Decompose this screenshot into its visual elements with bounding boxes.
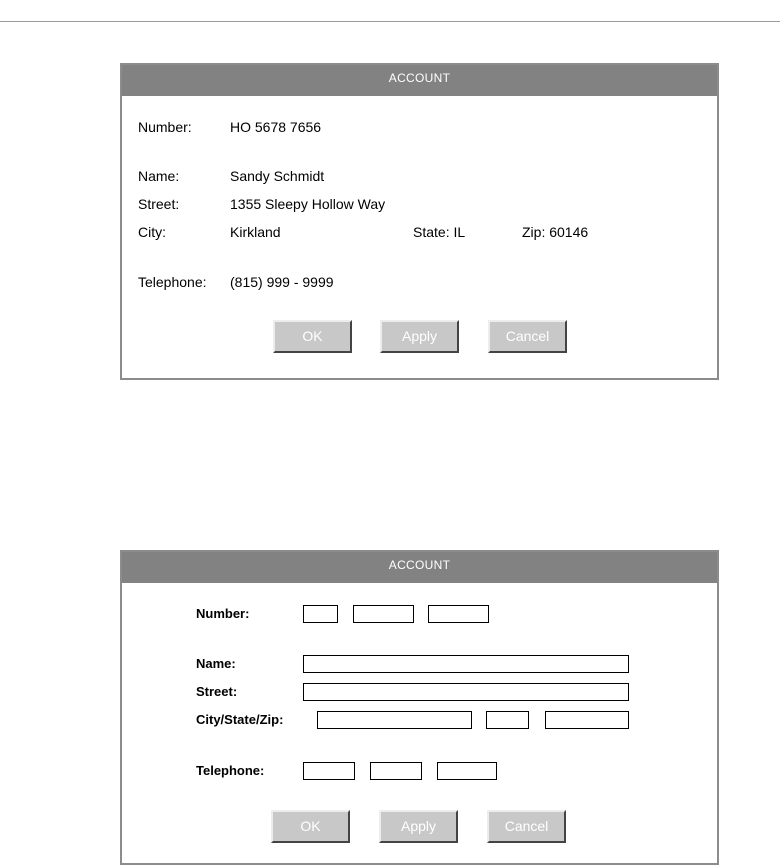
ok-button[interactable]: OK [273, 320, 352, 353]
phone-area-field[interactable] [303, 762, 355, 780]
ok-button[interactable]: OK [271, 810, 350, 843]
street-value: 1355 Sleepy Hollow Way [230, 196, 386, 212]
name-value: Sandy Schmidt [230, 168, 325, 184]
dialog-title-bar: ACCOUNT [122, 552, 717, 583]
number-part1-field[interactable] [303, 605, 338, 623]
cancel-button[interactable]: Cancel [487, 810, 566, 843]
city-field[interactable] [317, 711, 472, 729]
street-field[interactable] [303, 683, 629, 701]
cancel-button[interactable]: Cancel [488, 320, 567, 353]
city-label: City: [138, 224, 166, 240]
top-divider-line [0, 21, 780, 22]
apply-button[interactable]: Apply [379, 810, 458, 843]
name-label: Name: [196, 656, 236, 671]
name-label: Name: [138, 168, 180, 184]
account-display-dialog [120, 63, 719, 380]
street-label: Street: [196, 684, 238, 699]
name-field[interactable] [303, 655, 629, 673]
city-state-zip-label: City/State/Zip: [196, 712, 284, 727]
state-value: State: IL [413, 224, 466, 240]
city-value: Kirkland [230, 224, 281, 240]
telephone-value: (815) 999 - 9999 [230, 274, 334, 290]
telephone-label: Telephone: [138, 274, 207, 290]
account-entry-dialog [120, 550, 719, 865]
telephone-label: Telephone: [196, 763, 265, 778]
zip-value: Zip: 60146 [522, 224, 589, 240]
phone-prefix-field[interactable] [370, 762, 422, 780]
number-value: HO 5678 7656 [230, 119, 322, 135]
phone-line-field[interactable] [437, 762, 497, 780]
dialog-title-bar: ACCOUNT [122, 65, 717, 96]
street-label: Street: [138, 196, 180, 212]
number-label: Number: [138, 119, 192, 135]
number-part2-field[interactable] [353, 605, 414, 623]
number-part3-field[interactable] [428, 605, 489, 623]
apply-button[interactable]: Apply [380, 320, 459, 353]
zip-field[interactable] [545, 711, 629, 729]
state-field[interactable] [486, 711, 529, 729]
number-label: Number: [196, 606, 250, 621]
